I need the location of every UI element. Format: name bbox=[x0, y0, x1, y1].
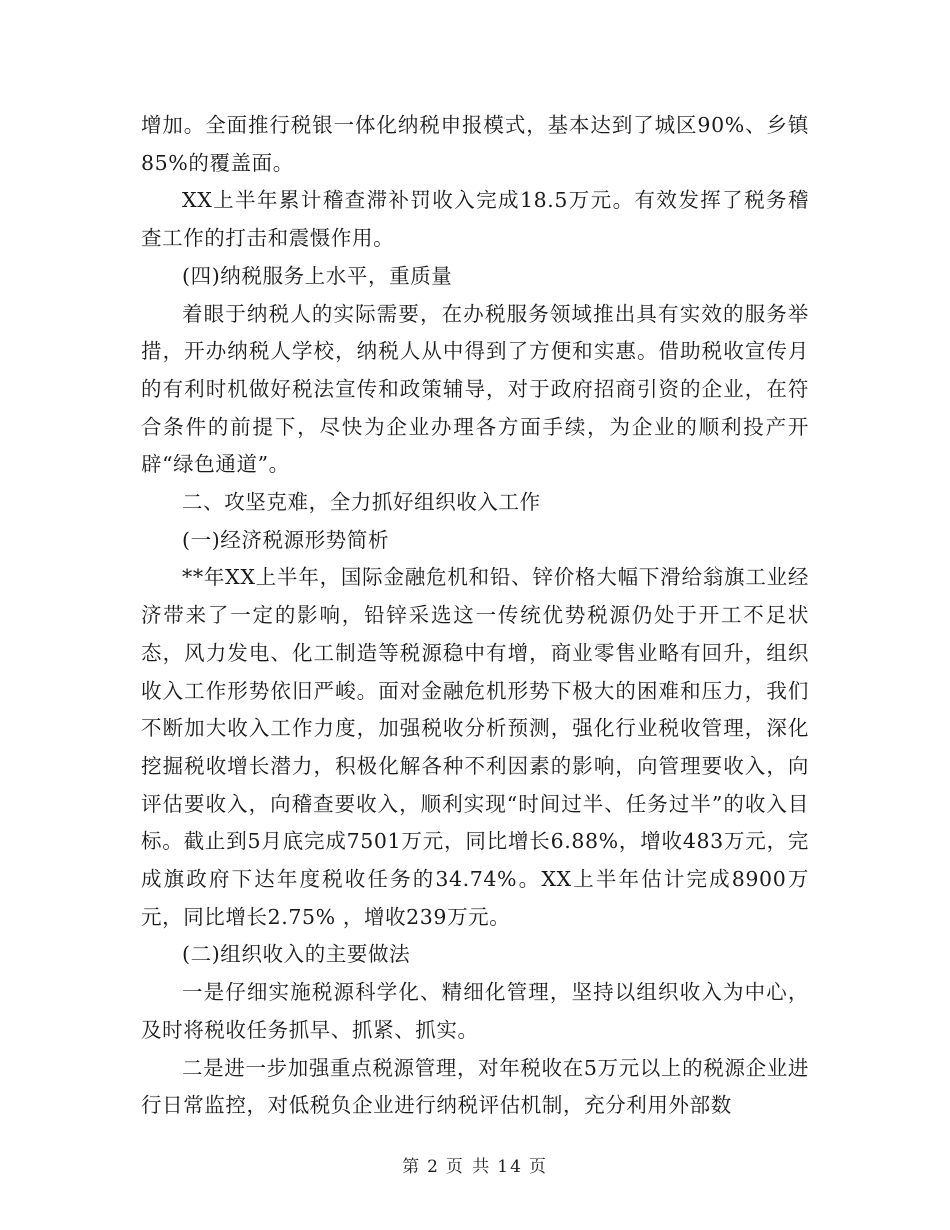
section-heading-4: (四)纳税服务上水平，重质量 bbox=[182, 263, 453, 288]
footer-suffix: 页 bbox=[528, 1157, 548, 1177]
paragraph-6: 二是进一步加强重点税源管理，对年税收在5万元以上的税源企业进行日常监控，对低税负企业进行纳税评估机制，充分利用外部数 bbox=[141, 1055, 809, 1118]
chapter-heading-2: 二、攻坚克难，全力抓好组织收入工作 bbox=[182, 490, 541, 515]
paragraph-4: **年XX上半年，国际金融危机和铅、锌价格大幅下滑给翁旗工业经济带来了一定的影响，铅锌采选这一传统优势税源仍处于开工不足状态，风力发电、化工制造等税源稳中有增，商业零售业略有回升，组织收入工作形势依旧严峻。面对金融危机形势下极大的困难和压力，我们不断加大收入工作力度，加强税收分析预测，强化行业税收管理，深化挖掘税收增长潜力，积极化解各种不利因素的影响，向管理要收入，向评估要收入，向稽查要收入，顺利实现“时间过半、任务过半”的收入目标。截止到5月底完成7501万元，同比增长6.88%，增收483万元，完成旗政府下达年度税收任务的34.74%。XX上半年估计完成8900万元，同比增长2.75% ，增收239万元。 bbox=[141, 565, 809, 929]
section-heading-1: (一)经济税源形势简析 bbox=[182, 527, 390, 552]
paragraph-5: 一是仔细实施税源科学化、精细化管理，坚持以组织收入为中心，及时将税收任务抓早、抓紧、抓实。 bbox=[141, 980, 809, 1042]
footer-total-pages: 14 bbox=[497, 1157, 523, 1177]
section-heading-2: (二)组织收入的主要做法 bbox=[182, 942, 411, 967]
footer-current-page: 2 bbox=[427, 1157, 440, 1177]
page-footer bbox=[0, 1152, 950, 1177]
body-text bbox=[141, 107, 809, 1125]
footer-prefix: 第 bbox=[402, 1157, 422, 1177]
paragraph-3: 着眼于纳税人的实际需要，在办税服务领域推出具有实效的服务举措，开办纳税人学校，纳税人从中得到了方便和实惠。借助税收宣传月的有利时机做好税法宣传和政策辅导，对于政府招商引资的企业，在符合条件的前提下，尽快为企业办理各方面手续，为企业的顺利投产开辟“绿色通道”。 bbox=[141, 301, 809, 477]
footer-middle: 页 共 bbox=[445, 1157, 492, 1177]
paragraph-2: XX上半年累计稽查滞补罚收入完成18.5万元。有效发挥了税务稽查工作的打击和震慑作用。 bbox=[141, 188, 809, 251]
paragraph-1: 增加。全面推行税银一体化纳税申报模式，基本达到了城区90%、乡镇85%的覆盖面。 bbox=[141, 113, 809, 175]
